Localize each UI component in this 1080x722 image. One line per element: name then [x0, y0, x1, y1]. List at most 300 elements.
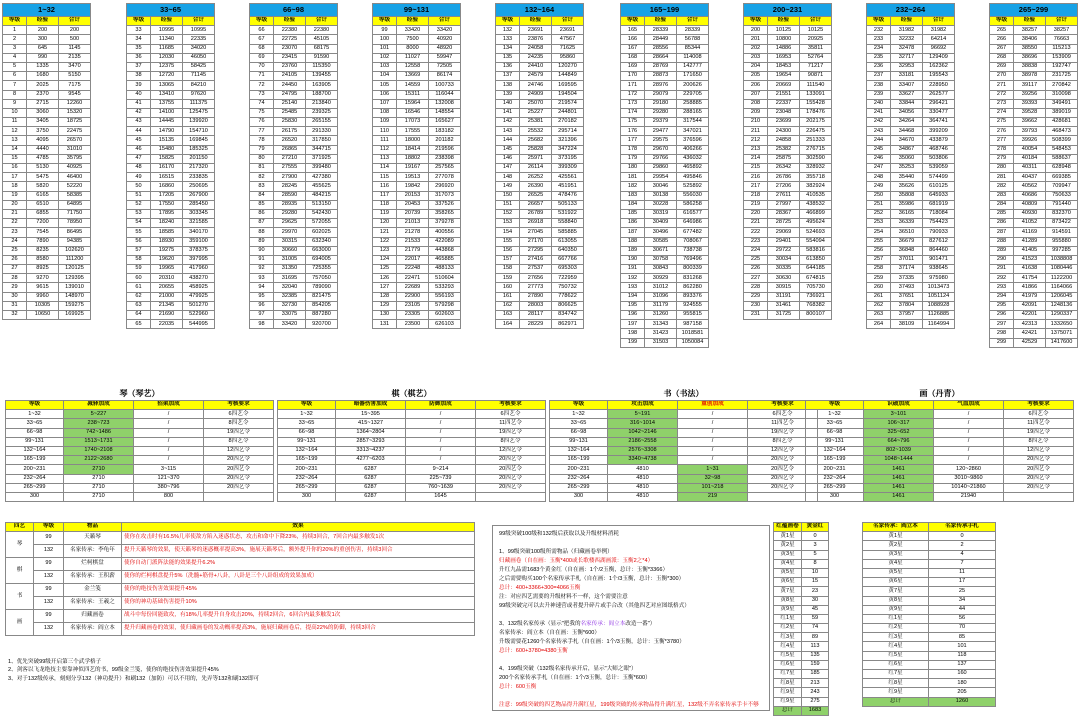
table-row	[250, 164, 338, 173]
table-cell: 213840	[306, 99, 338, 108]
table-cell: 20四艺令	[204, 483, 274, 492]
table-cell: 975980	[923, 274, 955, 283]
table-cell: 250695	[183, 182, 215, 191]
total-value: 1260	[929, 697, 996, 706]
column-header: 合计	[552, 17, 584, 26]
table-row	[621, 99, 709, 108]
table-cell: 285450	[183, 200, 215, 209]
table-row	[278, 419, 546, 428]
table-cell: 95860	[552, 53, 584, 62]
table-row	[550, 410, 818, 419]
table-cell: 280	[990, 164, 1014, 173]
table-cell: 名家传承：王积薪	[64, 571, 122, 584]
table-row	[744, 301, 832, 310]
table-cell: 120270	[552, 62, 584, 71]
table-cell: 183182	[429, 127, 461, 136]
table-cell: 201150	[183, 154, 215, 163]
table-cell: 棋	[6, 558, 34, 584]
table-cell: 16860	[151, 182, 183, 191]
table-cell: 544995	[183, 320, 215, 329]
column-header: 经验	[520, 17, 552, 26]
table-cell: 278	[990, 145, 1014, 154]
table-cell: 黄9星	[863, 605, 929, 614]
table-cell: 458925	[183, 283, 215, 292]
table-cell: 2	[3, 35, 27, 44]
level-table-title: 66~98	[250, 4, 338, 17]
legacy-cost-table	[862, 522, 996, 707]
table-cell: 37957	[891, 311, 923, 320]
table-cell: 黄7星	[863, 587, 929, 596]
table-cell: 135	[802, 651, 829, 660]
table-cell: 32730	[274, 301, 306, 310]
table-cell: 200~231	[6, 465, 64, 474]
table-cell: 2	[929, 541, 996, 550]
table-row	[621, 265, 709, 274]
table-cell: 28449	[645, 35, 677, 44]
table-cell: 488133	[429, 265, 461, 274]
table-cell: 38257	[1014, 26, 1046, 35]
table-cell: 229	[744, 292, 768, 301]
table-cell: 249	[867, 182, 891, 191]
column-header: 等级	[3, 17, 27, 26]
table-cell: 23691	[552, 26, 584, 35]
table-row	[774, 633, 829, 642]
table-cell: 20	[3, 200, 27, 209]
table-cell: 239	[867, 90, 891, 99]
table-cell: 1164994	[923, 320, 955, 329]
table-cell: 67	[250, 35, 274, 44]
table-cell: 38550	[1014, 44, 1046, 53]
table-row	[3, 164, 91, 173]
table-cell: 321585	[183, 219, 215, 228]
table-cell: 19654	[768, 72, 800, 81]
table-row	[621, 209, 709, 218]
table-cell: 53	[127, 209, 151, 218]
table-cell: 226	[744, 265, 768, 274]
table-row	[867, 99, 955, 108]
guide-line: 总计：400+3366+300=4066玉衡	[499, 585, 581, 591]
table-row	[744, 44, 832, 53]
table-cell: 245	[867, 145, 891, 154]
table-cell: 158	[496, 265, 520, 274]
table-cell: 539059	[923, 164, 955, 173]
table-cell: 260	[867, 283, 891, 292]
table-row	[3, 209, 91, 218]
table-cell: 23105	[397, 301, 429, 310]
table-cell: 466899	[800, 209, 832, 218]
table-cell: 红7星	[863, 670, 929, 679]
table-cell: 114	[373, 164, 397, 173]
table-cell: 243	[802, 688, 829, 697]
table-cell: 1~32	[278, 410, 336, 419]
table-cell: 134	[496, 44, 520, 53]
table-cell: 87	[250, 219, 274, 228]
note-line: 1、优先突破99级开启第三个武学格子	[8, 659, 102, 665]
table-row	[373, 173, 461, 182]
table-cell: 12260	[59, 99, 91, 108]
table-cell: 337526	[429, 200, 461, 209]
table-cell: 211	[744, 127, 768, 136]
table-cell: 133091	[800, 90, 832, 99]
table-cell: 1417600	[1046, 338, 1078, 347]
table-cell: 99	[34, 532, 64, 545]
table-cell: 111	[373, 136, 397, 145]
table-cell: 39662	[1014, 118, 1046, 127]
table-row	[774, 624, 829, 633]
table-cell: 1048~1444	[864, 456, 934, 465]
table-cell: 226475	[800, 127, 832, 136]
table-cell: 102620	[59, 246, 91, 255]
table-cell: 34	[929, 596, 996, 605]
table-cell: 275	[802, 697, 829, 706]
column-header: 经验	[27, 17, 59, 26]
table-cell: 66~98	[806, 428, 864, 437]
table-row	[127, 200, 215, 209]
table-cell: /	[678, 446, 748, 455]
table-cell: 2122~2680	[64, 456, 134, 465]
table-cell: 832370	[1046, 209, 1078, 218]
table-cell: /	[678, 437, 748, 446]
table-cell: 30496	[645, 228, 677, 237]
table-cell: /	[934, 428, 1004, 437]
table-cell: 黄2星	[774, 541, 802, 550]
table-cell: /	[406, 437, 476, 446]
column-header: 合计	[183, 17, 215, 26]
table-cell: 18	[3, 182, 27, 191]
table-cell: 6510	[27, 200, 59, 209]
table-cell: 145	[496, 145, 520, 154]
table-cell: 20四艺令	[748, 465, 818, 474]
table-row	[867, 182, 955, 191]
table-cell: 37493	[891, 283, 923, 292]
table-row	[774, 532, 829, 541]
table-cell: 194504	[552, 90, 584, 99]
table-cell: 4810	[608, 465, 678, 474]
table-cell: 153909	[1046, 53, 1078, 62]
table-cell: 141	[496, 108, 520, 117]
table-cell: 25	[3, 246, 27, 255]
table-row	[744, 274, 832, 283]
table-cell: 238~723	[64, 419, 134, 428]
table-cell: 66~98	[278, 428, 336, 437]
column-header: 暗器伤害加成	[336, 401, 406, 410]
table-cell: 465885	[429, 255, 461, 264]
table-cell: 265~299	[278, 483, 336, 492]
table-cell: 33075	[274, 311, 306, 320]
guide-line: 归藏画卷（自在画：玉衡*400或长歌楼西湖画派：玉衡2之*4）	[499, 558, 654, 564]
table-cell: 192747	[1046, 62, 1078, 71]
table-row	[496, 246, 584, 255]
column-header: 黄金红	[802, 523, 829, 532]
table-row	[744, 311, 832, 320]
table-cell: 17555	[397, 127, 429, 136]
skill-table	[5, 388, 274, 502]
table-row	[863, 550, 996, 559]
table-cell: 22035	[151, 320, 183, 329]
total-label: 总计	[863, 697, 929, 706]
table-row	[990, 182, 1078, 191]
table-row	[250, 81, 338, 90]
table-cell: 22380	[274, 26, 306, 35]
table-cell: 185	[802, 670, 829, 679]
table-cell: 113	[802, 642, 829, 651]
table-row	[250, 274, 338, 283]
table-row	[3, 99, 91, 108]
level-table-title: 232~264	[867, 4, 955, 17]
table-cell: 20四艺令	[748, 456, 818, 465]
table-cell: 64895	[59, 200, 91, 209]
table-cell: 300	[278, 492, 336, 501]
table-cell: 88	[250, 228, 274, 237]
table-cell: 26	[3, 255, 27, 264]
table-row	[373, 118, 461, 127]
table-cell: 148	[496, 173, 520, 182]
table-cell: 35	[127, 44, 151, 53]
table-row	[867, 191, 955, 200]
table-cell: 30585	[645, 237, 677, 246]
table-cell: 16515	[151, 173, 183, 182]
table-cell: 8四艺令	[204, 437, 274, 446]
table-cell: 100733	[429, 81, 461, 90]
table-cell: 66~98	[550, 428, 608, 437]
table-row	[250, 283, 338, 292]
table-cell: 3~115	[134, 465, 204, 474]
table-cell: 252	[867, 209, 891, 218]
table-cell: 705730	[800, 283, 832, 292]
table-cell: 44	[127, 127, 151, 136]
table-cell: 165627	[429, 118, 461, 127]
table-row	[127, 191, 215, 200]
table-row	[990, 274, 1078, 283]
table-row	[127, 228, 215, 237]
table-cell: 99	[34, 558, 64, 571]
table-cell: 12四艺令	[204, 446, 274, 455]
table-cell: 26657	[520, 200, 552, 209]
table-cell: 159275	[59, 301, 91, 310]
table-cell: 39	[127, 81, 151, 90]
table-cell: 6287	[336, 465, 406, 474]
table-row	[990, 292, 1078, 301]
table-row	[744, 118, 832, 127]
table-cell: 503806	[923, 154, 955, 163]
table-cell: 347021	[677, 127, 709, 136]
column-header: 考核要求	[476, 401, 546, 410]
table-cell: 132	[34, 571, 64, 584]
table-cell: 4440	[27, 145, 59, 154]
table-cell: 228950	[923, 81, 955, 90]
table-cell: 99	[34, 584, 64, 597]
table-cell: 39926	[1014, 136, 1046, 145]
table-cell: 13410	[151, 90, 183, 99]
table-row	[496, 274, 584, 283]
table-cell: 178476	[800, 108, 832, 117]
table-cell: 277078	[429, 173, 461, 182]
table-cell: 10995	[183, 26, 215, 35]
column-header: 等级	[867, 17, 891, 26]
table-cell: 155	[496, 237, 520, 246]
table-cell: /	[934, 410, 1004, 419]
column-header: 经验	[274, 17, 306, 26]
table-row	[990, 26, 1078, 35]
table-cell: 29180	[645, 99, 677, 108]
table-cell: 7175	[59, 81, 91, 90]
table-row	[373, 154, 461, 163]
table-row	[127, 292, 215, 301]
table-row	[990, 173, 1078, 182]
table-cell: /	[678, 428, 748, 437]
table-row	[3, 255, 91, 264]
table-cell: 5820	[27, 182, 59, 191]
table-cell: 4095	[27, 136, 59, 145]
table-cell: 195	[621, 301, 645, 310]
table-cell: 185	[621, 209, 645, 218]
table-cell: 128	[373, 292, 397, 301]
table-cell: 17205	[151, 191, 183, 200]
table-cell: 200626	[677, 81, 709, 90]
table-cell: 125	[373, 265, 397, 274]
table-cell: 800339	[677, 265, 709, 274]
table-cell: 34867	[891, 145, 923, 154]
table-row	[6, 446, 274, 455]
table-cell: 99	[373, 26, 397, 35]
table-cell: 2710	[64, 483, 134, 492]
table-cell: 45	[127, 136, 151, 145]
table-cell: 24858	[768, 136, 800, 145]
table-cell: 82	[250, 173, 274, 182]
table-cell: 38257	[1046, 26, 1078, 35]
table-cell: 28556	[645, 44, 677, 53]
column-header: 合计	[923, 17, 955, 26]
table-cell: 18930	[151, 237, 183, 246]
table-cell: 24579	[520, 72, 552, 81]
table-row	[496, 62, 584, 71]
table-cell: 827612	[923, 237, 955, 246]
table-cell: 140	[496, 99, 520, 108]
table-cell: 22475	[59, 127, 91, 136]
table-cell: 101	[373, 44, 397, 53]
table-cell: 33~65	[278, 419, 336, 428]
table-cell: 28590	[274, 191, 306, 200]
table-cell: 1740~2108	[64, 446, 134, 455]
table-cell: 29477	[645, 127, 677, 136]
table-cell: 147	[496, 164, 520, 173]
table-cell: 20四艺令	[476, 465, 546, 474]
table-row	[127, 145, 215, 154]
table-cell: 红9星	[863, 688, 929, 697]
table-row	[127, 108, 215, 117]
table-cell: 18453	[768, 62, 800, 71]
table-row	[250, 136, 338, 145]
table-cell: 78950	[59, 219, 91, 228]
table-cell: 15825	[151, 154, 183, 163]
table-cell: 27	[3, 265, 27, 274]
column-header: 考核要求	[204, 401, 274, 410]
table-cell: 红2星	[774, 624, 802, 633]
table-cell: 148970	[59, 292, 91, 301]
table-cell: 11四艺令	[1004, 419, 1074, 428]
table-cell: 6四艺令	[1004, 410, 1074, 419]
table-row	[3, 81, 91, 90]
table-row	[6, 623, 475, 636]
table-row	[990, 338, 1078, 347]
table-cell: 22725	[274, 35, 306, 44]
table-cell: 9	[3, 99, 27, 108]
table-cell: 21278	[397, 228, 429, 237]
table-row	[744, 35, 832, 44]
table-cell: 35795	[59, 154, 91, 163]
table-cell: 26918	[520, 219, 552, 228]
table-cell: 99~131	[550, 437, 608, 446]
table-cell: 2710	[64, 474, 134, 483]
table-cell: 33420	[397, 26, 429, 35]
table-row	[496, 81, 584, 90]
table-cell: 219	[744, 200, 768, 209]
table-cell: 184	[621, 200, 645, 209]
table-cell: 18802	[397, 154, 429, 163]
table-row	[496, 182, 584, 191]
column-header: 物品	[64, 523, 122, 532]
table-cell: 46050	[183, 53, 215, 62]
table-cell: 16	[3, 164, 27, 173]
table-cell: 251333	[800, 136, 832, 145]
table-cell: 22900	[397, 292, 429, 301]
table-cell: 61	[127, 283, 151, 292]
table-cell: 1164066	[1046, 283, 1078, 292]
table-cell: 188	[621, 237, 645, 246]
table-cell: 186	[621, 219, 645, 228]
table-cell: /	[406, 410, 476, 419]
table-cell: 200~231	[278, 465, 336, 474]
table-row	[250, 246, 338, 255]
table-cell: 862280	[677, 283, 709, 292]
table-cell: 使你在攻击时有16.5%几率使敌方陷入迷惑状态，攻击和命中下降23%，持续3回合，7回合内最多触发1次	[122, 532, 475, 545]
table-cell: 名家传承：阎立本	[64, 623, 122, 636]
table-cell: 170	[621, 72, 645, 81]
column-header: 合计	[1046, 17, 1078, 26]
table-row	[496, 292, 584, 301]
table-cell: 21690	[151, 311, 183, 320]
table-row	[496, 255, 584, 264]
table-row	[863, 633, 996, 642]
table-cell: 257565	[429, 164, 461, 173]
table-cell: 4	[3, 53, 27, 62]
table-cell: 132008	[429, 99, 461, 108]
table-cell: 45105	[306, 35, 338, 44]
table-cell: 22337	[768, 99, 800, 108]
table-cell: /	[134, 410, 204, 419]
table-row	[806, 410, 1074, 419]
table-cell: 887280	[306, 311, 338, 320]
table-cell: 359100	[183, 237, 215, 246]
table-cell: 288165	[677, 108, 709, 117]
table-cell: 525892	[677, 182, 709, 191]
table-row	[496, 301, 584, 310]
table-cell: 1~32	[550, 410, 608, 419]
table-cell: 316~1014	[608, 419, 678, 428]
table-row	[774, 651, 829, 660]
table-cell: 258885	[677, 99, 709, 108]
table-cell: 681919	[923, 200, 955, 209]
table-row	[990, 228, 1078, 237]
table-cell: 28976	[645, 81, 677, 90]
table-cell: 40925	[59, 164, 91, 173]
table-cell: 230	[744, 301, 768, 310]
table-cell: 36510	[891, 228, 923, 237]
table-row	[250, 255, 338, 264]
table-cell: 38406	[1014, 35, 1046, 44]
table-cell: 223	[744, 237, 768, 246]
table-cell: 938645	[923, 265, 955, 274]
